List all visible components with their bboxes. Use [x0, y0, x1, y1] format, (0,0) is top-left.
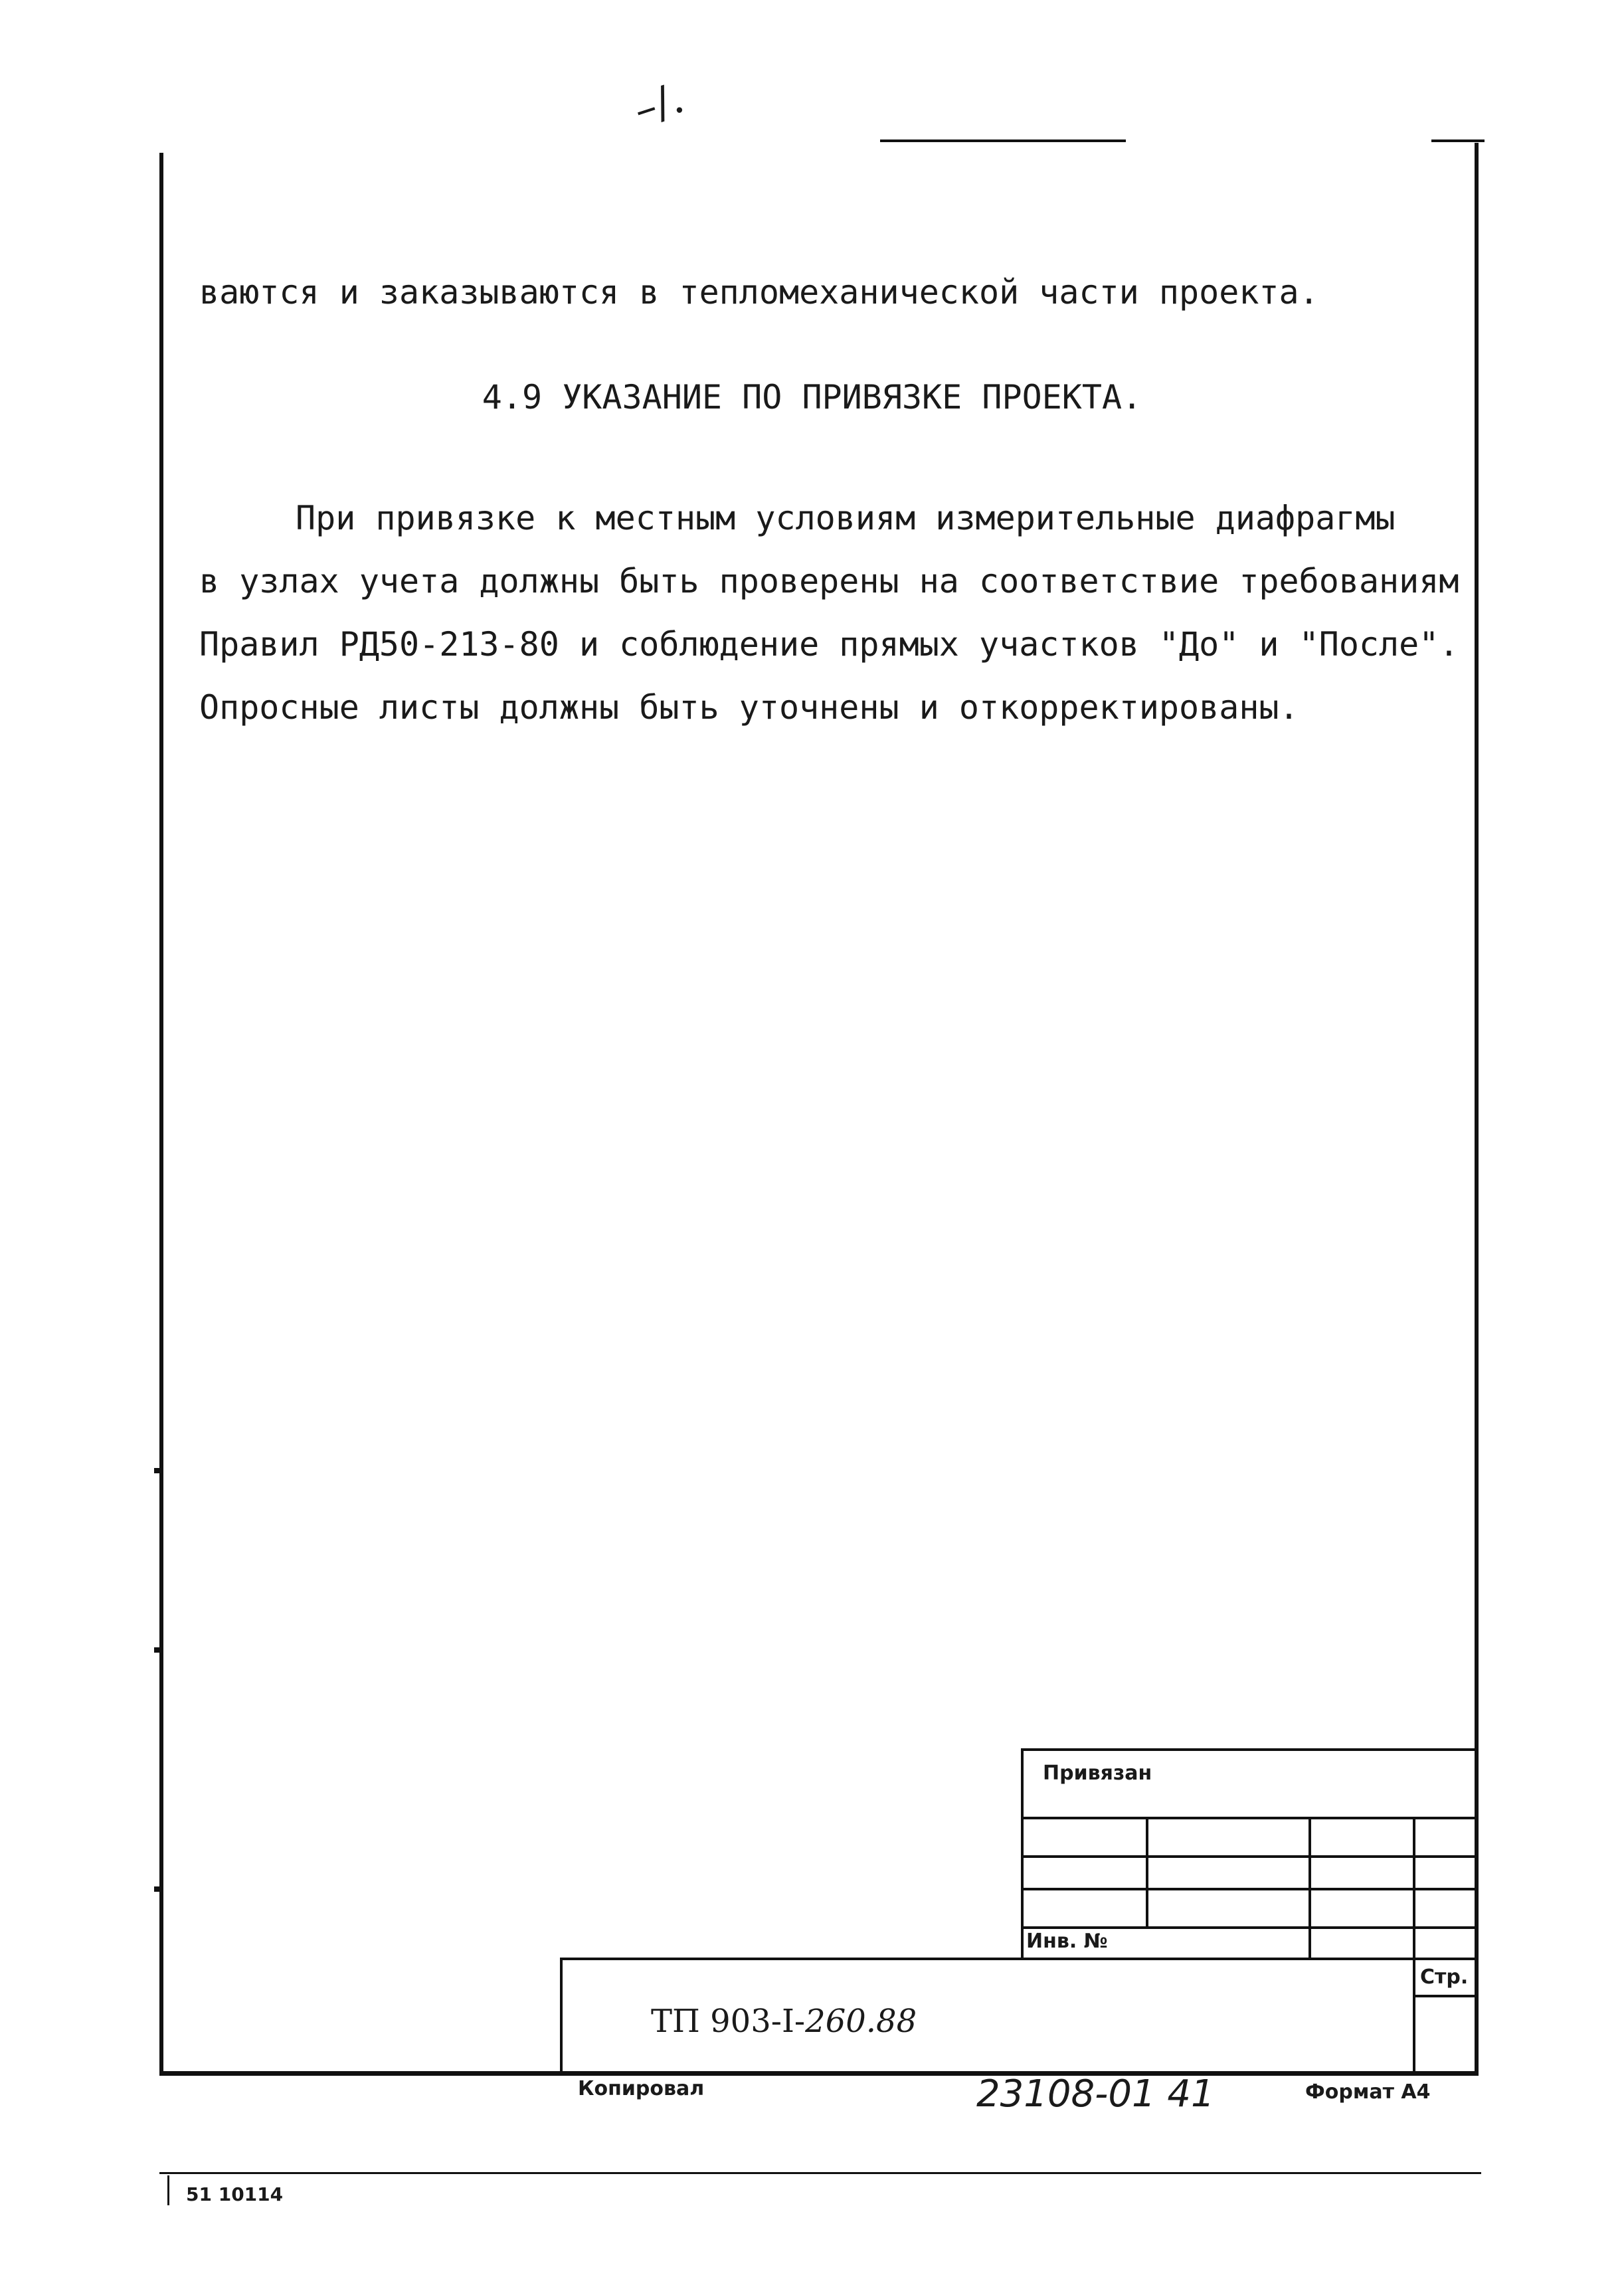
paragraph-line: в узлах учета должны быть проверены на соответствие требованиям: [199, 562, 1459, 600]
top-rule: [880, 139, 1126, 142]
paragraph-line: Опросные листы должны быть уточнены и откорректированы.: [199, 688, 1299, 727]
privyazan-label: Привязан: [1043, 1762, 1152, 1785]
continuation-line: ваются и заказываются в тепломеханической части проекта.: [199, 273, 1319, 312]
margin-tick: [154, 1468, 163, 1473]
document-code: [651, 2003, 917, 2040]
title-block-rule: [1413, 1995, 1478, 1997]
frame-bottom-border: [159, 2071, 1478, 2076]
paragraph-line: Правил РД50-213-80 и соблюдение прямых участков "До" и "После".: [199, 625, 1459, 664]
document-code-printed: ТП 903-I-: [651, 2003, 806, 2040]
frame-right-border: [1475, 143, 1479, 2076]
title-block-rule: [1146, 1817, 1148, 1927]
page-label: Стр.: [1420, 1966, 1469, 1989]
copied-by-label: Копировал: [578, 2077, 705, 2100]
footer-tick: [167, 2175, 169, 2205]
copy-number: 23108-01 41: [976, 2072, 1215, 2116]
title-block-rule: [1021, 1748, 1024, 1958]
document-code-handwritten: 260.88: [805, 2003, 917, 2040]
title-block-rule: [560, 1958, 563, 2072]
title-block-rule: [1021, 1888, 1478, 1890]
section-heading: 4.9 УКАЗАНИЕ ПО ПРИВЯЗКЕ ПРОЕКТА.: [482, 378, 1142, 416]
title-block-rule: [1021, 1748, 1478, 1751]
top-rule: [1431, 139, 1485, 142]
paragraph-line: При привязке к местным условиям измерительные диафрагмы: [296, 499, 1396, 537]
title-block-rule: [1308, 1817, 1311, 1958]
title-block-rule: [1021, 1926, 1478, 1929]
title-block-rule: [1021, 1817, 1478, 1819]
margin-tick: [154, 1886, 163, 1892]
title-block-rule: [1021, 1855, 1478, 1858]
footer-rule: [159, 2172, 1481, 2174]
footer-code: 51 10114: [186, 2183, 284, 2205]
top-handwritten-mark: –/.: [628, 73, 690, 136]
title-block-rule: [1413, 1817, 1415, 2072]
inv-number-label: Инв. №: [1026, 1930, 1108, 1953]
title-block-rule: [560, 1958, 1478, 1960]
format-label: Формат А4: [1305, 2080, 1431, 2104]
margin-tick: [154, 1647, 163, 1653]
frame-left-border: [159, 153, 163, 2076]
